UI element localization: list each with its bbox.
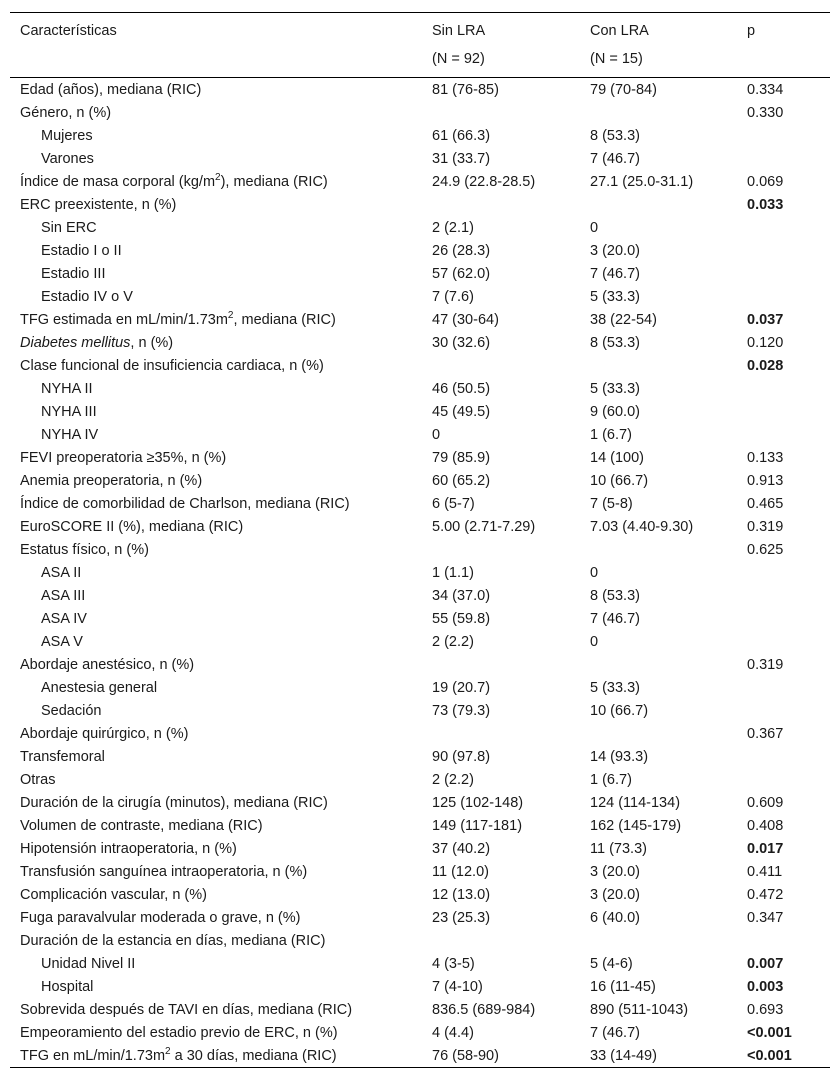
table-row bbox=[10, 147, 830, 170]
row-label: Duración de la estancia en días, mediana (RIC) bbox=[20, 932, 326, 949]
cell-p-significant: 0.017 bbox=[747, 840, 784, 857]
cell-without bbox=[422, 193, 580, 216]
cell-without: 2 (2.2) bbox=[432, 771, 474, 788]
cell-with: 0 bbox=[590, 633, 599, 650]
row-label: ASA V bbox=[41, 633, 83, 650]
cell-with: 7 (46.7) bbox=[590, 1024, 640, 1041]
cell-with: 162 (145-179) bbox=[590, 817, 682, 834]
table-row bbox=[10, 354, 830, 377]
cell-with: 10 (66.7) bbox=[590, 702, 649, 719]
cell-p: 0.609 bbox=[747, 794, 784, 811]
cell-without: 12 (13.0) bbox=[432, 886, 491, 903]
cell-with: 7 (46.7) bbox=[590, 150, 640, 167]
cell-p bbox=[737, 699, 830, 722]
header-row-titles bbox=[10, 13, 830, 45]
cell-without: 5.00 (2.71-7.29) bbox=[432, 518, 536, 535]
cell-without: 31 (33.7) bbox=[432, 150, 491, 167]
cell-with: 3 (20.0) bbox=[590, 886, 640, 903]
cell-p: 0.913 bbox=[747, 472, 784, 489]
row-label-text: Índice de masa corporal (kg/m bbox=[20, 173, 216, 190]
cell-with: 33 (14-49) bbox=[580, 1044, 737, 1068]
cell-without: 55 (59.8) bbox=[432, 610, 491, 627]
row-label: Varones bbox=[41, 150, 94, 167]
table-row bbox=[10, 814, 830, 837]
cell-without: 0 bbox=[432, 426, 441, 443]
cell-p bbox=[737, 745, 830, 768]
cell-p: 0.347 bbox=[747, 909, 784, 926]
row-label: ASA IV bbox=[41, 610, 87, 627]
row-label: ASA III bbox=[41, 587, 86, 604]
row-label bbox=[10, 308, 422, 331]
header-n-with: (N = 15) bbox=[580, 44, 737, 78]
cell-p-significant: <0.001 bbox=[737, 1044, 830, 1068]
cell-p: 0.133 bbox=[747, 449, 784, 466]
cell-p bbox=[737, 147, 830, 170]
cell-with: 7 (46.7) bbox=[590, 265, 640, 282]
cell-with bbox=[580, 538, 737, 561]
row-label: Anemia preoperatoria, n (%) bbox=[20, 472, 203, 489]
table-row bbox=[10, 469, 830, 492]
table-row bbox=[10, 998, 830, 1021]
cell-without: 4 (4.4) bbox=[432, 1024, 474, 1041]
row-label: Duración de la cirugía (minutos), mediana (RIC) bbox=[20, 794, 328, 811]
cell-p bbox=[737, 768, 830, 791]
cell-without: 2 (2.2) bbox=[432, 633, 474, 650]
table-row bbox=[10, 400, 830, 423]
cell-without: 11 (12.0) bbox=[432, 863, 489, 880]
cell-with bbox=[580, 354, 737, 377]
cell-p-significant: 0.037 bbox=[747, 311, 784, 328]
cell-with bbox=[580, 101, 737, 124]
cell-p: 0.319 bbox=[747, 518, 784, 535]
row-label bbox=[10, 331, 422, 354]
table-row bbox=[10, 377, 830, 400]
cell-without bbox=[422, 354, 580, 377]
row-label: Estadio I o II bbox=[41, 242, 122, 259]
row-label: Sobrevida después de TAVI en días, mediana (RIC) bbox=[20, 1001, 353, 1018]
cell-p-significant: 0.003 bbox=[747, 978, 784, 995]
cell-p: 0.367 bbox=[747, 725, 784, 742]
cell-p: 0.693 bbox=[747, 1001, 784, 1018]
cell-p: 0.330 bbox=[747, 104, 784, 121]
table-row bbox=[10, 745, 830, 768]
cell-p: 0.472 bbox=[747, 886, 784, 903]
header-n-without: (N = 92) bbox=[422, 44, 580, 78]
cell-with: 3 (20.0) bbox=[590, 863, 640, 880]
row-label: Hipotensión intraoperatoria, n (%) bbox=[20, 840, 237, 857]
cell-without: 45 (49.5) bbox=[432, 403, 491, 420]
cell-without bbox=[422, 929, 580, 952]
table-row bbox=[10, 768, 830, 791]
cell-with: 5 (33.3) bbox=[590, 380, 640, 397]
cell-p bbox=[737, 400, 830, 423]
cell-p: 0.408 bbox=[747, 817, 784, 834]
cell-with: 890 (511-1043) bbox=[590, 1001, 689, 1018]
row-label: ERC preexistente, n (%) bbox=[20, 196, 177, 213]
header-p-value: p bbox=[737, 13, 830, 45]
cell-with: 8 (53.3) bbox=[590, 334, 640, 351]
superscript: 2 bbox=[165, 1045, 171, 1057]
table-row bbox=[10, 722, 830, 745]
header-blank bbox=[10, 44, 422, 78]
row-label: NYHA II bbox=[41, 380, 93, 397]
table-row bbox=[10, 262, 830, 285]
table-row bbox=[10, 216, 830, 239]
cell-with: 0 bbox=[590, 564, 599, 581]
cell-with: 16 (11-45) bbox=[590, 978, 656, 995]
cell-without: 76 (58-90) bbox=[422, 1044, 580, 1068]
cell-p: 0.319 bbox=[747, 656, 784, 673]
table-row bbox=[10, 929, 830, 952]
cell-p-significant: <0.001 bbox=[747, 1024, 792, 1041]
cell-with bbox=[580, 929, 737, 952]
row-label-text: , n (%) bbox=[130, 334, 174, 351]
cell-with: 11 (73.3) bbox=[590, 840, 647, 857]
cell-without: 73 (79.3) bbox=[432, 702, 491, 719]
cell-with: 10 (66.7) bbox=[590, 472, 649, 489]
table-row bbox=[10, 584, 830, 607]
cell-without: 81 (76-85) bbox=[432, 81, 499, 98]
cell-with: 8 (53.3) bbox=[590, 127, 640, 144]
cell-with: 14 (100) bbox=[590, 449, 645, 466]
cell-p bbox=[737, 423, 830, 446]
cell-without: 125 (102-148) bbox=[432, 794, 524, 811]
table-row bbox=[10, 630, 830, 653]
table-row bbox=[10, 239, 830, 262]
row-label: ASA II bbox=[41, 564, 82, 581]
cell-p: 0.411 bbox=[747, 863, 783, 880]
cell-with: 5 (33.3) bbox=[590, 679, 640, 696]
table-body bbox=[10, 78, 830, 1068]
row-label: Sedación bbox=[41, 702, 102, 719]
cell-p bbox=[737, 262, 830, 285]
cell-p: 0.465 bbox=[747, 495, 784, 512]
cell-with bbox=[580, 193, 737, 216]
cell-without: 57 (62.0) bbox=[432, 265, 491, 282]
cell-without: 7 (4-10) bbox=[432, 978, 483, 995]
row-label: Clase funcional de insuficiencia cardiaca, n (%) bbox=[20, 357, 324, 374]
table-row bbox=[10, 952, 830, 975]
cell-p: 0.625 bbox=[747, 541, 784, 558]
cell-with: 7.03 (4.40-9.30) bbox=[590, 518, 694, 535]
cell-without: 24.9 (22.8-28.5) bbox=[432, 173, 536, 190]
cell-with: 0 bbox=[590, 219, 599, 236]
header-row-counts bbox=[10, 44, 830, 78]
row-label: Abordaje quirúrgico, n (%) bbox=[20, 725, 189, 742]
cell-without: 4 (3-5) bbox=[432, 955, 475, 972]
row-label-text: TFG estimada en mL/min/1.73m bbox=[20, 311, 228, 328]
row-label: Fuga paravalvular moderada o grave, n (%) bbox=[20, 909, 301, 926]
table-row bbox=[10, 791, 830, 814]
table-row bbox=[10, 607, 830, 630]
cell-without: 90 (97.8) bbox=[432, 748, 491, 765]
table-row bbox=[10, 1044, 830, 1068]
cell-with: 6 (40.0) bbox=[590, 909, 640, 926]
table-header bbox=[10, 13, 830, 78]
cell-without: 26 (28.3) bbox=[432, 242, 491, 259]
row-label: Volumen de contraste, mediana (RIC) bbox=[20, 817, 263, 834]
row-label-italic: Diabetes mellitus bbox=[20, 334, 131, 351]
table-row bbox=[10, 515, 830, 538]
row-label: Sin ERC bbox=[41, 219, 97, 236]
cell-with: 5 (33.3) bbox=[590, 288, 640, 305]
cell-with: 38 (22-54) bbox=[590, 311, 657, 328]
table-container bbox=[10, 12, 830, 1068]
table-row bbox=[10, 101, 830, 124]
cell-without: 79 (85.9) bbox=[432, 449, 491, 466]
row-label: Índice de comorbilidad de Charlson, mediana (RIC) bbox=[20, 495, 350, 512]
table-row bbox=[10, 837, 830, 860]
cell-with bbox=[580, 722, 737, 745]
cell-p: 0.334 bbox=[747, 81, 784, 98]
row-label: Estadio IV o V bbox=[41, 288, 133, 305]
table-row bbox=[10, 860, 830, 883]
characteristics-table bbox=[10, 12, 830, 1068]
row-label: Complicación vascular, n (%) bbox=[20, 886, 207, 903]
row-label: NYHA IV bbox=[41, 426, 99, 443]
header-blank-p bbox=[737, 44, 830, 78]
row-label: Abordaje anestésico, n (%) bbox=[20, 656, 195, 673]
cell-without bbox=[422, 538, 580, 561]
cell-p bbox=[737, 584, 830, 607]
table-row bbox=[10, 308, 830, 331]
cell-p: 0.069 bbox=[747, 173, 784, 190]
cell-p-significant: 0.033 bbox=[747, 196, 784, 213]
cell-p bbox=[737, 377, 830, 400]
cell-p bbox=[737, 929, 830, 952]
table-row bbox=[10, 883, 830, 906]
cell-with: 3 (20.0) bbox=[590, 242, 640, 259]
table-row bbox=[10, 423, 830, 446]
table-row bbox=[10, 676, 830, 699]
table-row bbox=[10, 975, 830, 998]
table-row bbox=[10, 906, 830, 929]
cell-p-significant: 0.028 bbox=[747, 357, 784, 374]
cell-with: 9 (60.0) bbox=[590, 403, 640, 420]
cell-without: 7 (7.6) bbox=[432, 288, 474, 305]
cell-without: 1 (1.1) bbox=[432, 564, 474, 581]
header-characteristics: Características bbox=[10, 13, 422, 45]
row-label: Otras bbox=[20, 771, 56, 788]
table-row bbox=[10, 124, 830, 147]
row-label: Transfemoral bbox=[20, 748, 105, 765]
cell-with bbox=[580, 653, 737, 676]
row-label: Género, n (%) bbox=[20, 104, 112, 121]
cell-without: 37 (40.2) bbox=[432, 840, 491, 857]
row-label-text: a 30 días, mediana (RIC) bbox=[170, 1047, 337, 1064]
cell-without: 6 (5-7) bbox=[432, 495, 475, 512]
cell-without: 836.5 (689-984) bbox=[432, 1001, 536, 1018]
header-with-lra: Con LRA bbox=[580, 13, 737, 45]
cell-without: 60 (65.2) bbox=[432, 472, 491, 489]
cell-without: 30 (32.6) bbox=[432, 334, 491, 351]
row-label bbox=[10, 1044, 422, 1068]
cell-with: 5 (4-6) bbox=[590, 955, 633, 972]
cell-p bbox=[737, 607, 830, 630]
cell-with: 8 (53.3) bbox=[590, 587, 640, 604]
row-label: Mujeres bbox=[41, 127, 93, 144]
cell-without: 46 (50.5) bbox=[432, 380, 491, 397]
cell-with: 79 (70-84) bbox=[590, 81, 657, 98]
cell-p: 0.120 bbox=[747, 334, 784, 351]
row-label: Anestesia general bbox=[41, 679, 158, 696]
row-label bbox=[10, 170, 422, 193]
row-label: NYHA III bbox=[41, 403, 97, 420]
cell-with: 7 (46.7) bbox=[590, 610, 640, 627]
row-label: Estadio III bbox=[41, 265, 106, 282]
table-row bbox=[10, 1021, 830, 1044]
cell-without bbox=[422, 722, 580, 745]
cell-p bbox=[737, 676, 830, 699]
cell-p bbox=[737, 239, 830, 262]
cell-with: 14 (93.3) bbox=[590, 748, 649, 765]
cell-p bbox=[737, 285, 830, 308]
table-row bbox=[10, 538, 830, 561]
superscript: 2 bbox=[227, 309, 234, 321]
row-label-text: TFG en mL/min/1.73m bbox=[20, 1047, 166, 1064]
cell-with: 27.1 (25.0-31.1) bbox=[590, 173, 694, 190]
cell-p bbox=[737, 216, 830, 239]
row-label: Edad (años), mediana (RIC) bbox=[20, 81, 202, 98]
table-row bbox=[10, 653, 830, 676]
row-label: EuroSCORE II (%), mediana (RIC) bbox=[20, 518, 244, 535]
table-row bbox=[10, 170, 830, 193]
cell-p bbox=[737, 561, 830, 584]
cell-without bbox=[422, 101, 580, 124]
cell-without: 23 (25.3) bbox=[432, 909, 491, 926]
row-label: Unidad Nivel II bbox=[41, 955, 136, 972]
row-label: Empeoramiento del estadio previo de ERC, n (%) bbox=[20, 1024, 338, 1041]
superscript: 2 bbox=[215, 171, 221, 183]
cell-with: 1 (6.7) bbox=[590, 426, 632, 443]
cell-without bbox=[422, 653, 580, 676]
cell-p-significant: 0.007 bbox=[747, 955, 784, 972]
table-row bbox=[10, 492, 830, 515]
table-row bbox=[10, 78, 830, 102]
cell-with: 124 (114-134) bbox=[590, 794, 681, 811]
cell-p bbox=[737, 630, 830, 653]
row-label: FEVI preoperatoria ≥35%, n (%) bbox=[20, 449, 227, 466]
cell-without: 47 (30-64) bbox=[432, 311, 499, 328]
table-row bbox=[10, 285, 830, 308]
cell-without: 2 (2.1) bbox=[432, 219, 474, 236]
row-label-text: , mediana (RIC) bbox=[233, 311, 336, 328]
cell-without: 19 (20.7) bbox=[432, 679, 491, 696]
cell-without: 34 (37.0) bbox=[432, 587, 491, 604]
cell-with: 7 (5-8) bbox=[590, 495, 633, 512]
row-label: Estatus físico, n (%) bbox=[20, 541, 149, 558]
cell-without: 149 (117-181) bbox=[432, 817, 523, 834]
table-row bbox=[10, 193, 830, 216]
table-row bbox=[10, 331, 830, 354]
row-label: Transfusión sanguínea intraoperatoria, n (%) bbox=[20, 863, 308, 880]
table-row bbox=[10, 561, 830, 584]
table-row bbox=[10, 446, 830, 469]
cell-without: 61 (66.3) bbox=[432, 127, 491, 144]
row-label-text: ), mediana (RIC) bbox=[220, 173, 328, 190]
row-label: Hospital bbox=[41, 978, 94, 995]
header-without-lra: Sin LRA bbox=[422, 13, 580, 45]
table-row bbox=[10, 699, 830, 722]
cell-p bbox=[737, 124, 830, 147]
cell-with: 1 (6.7) bbox=[590, 771, 632, 788]
